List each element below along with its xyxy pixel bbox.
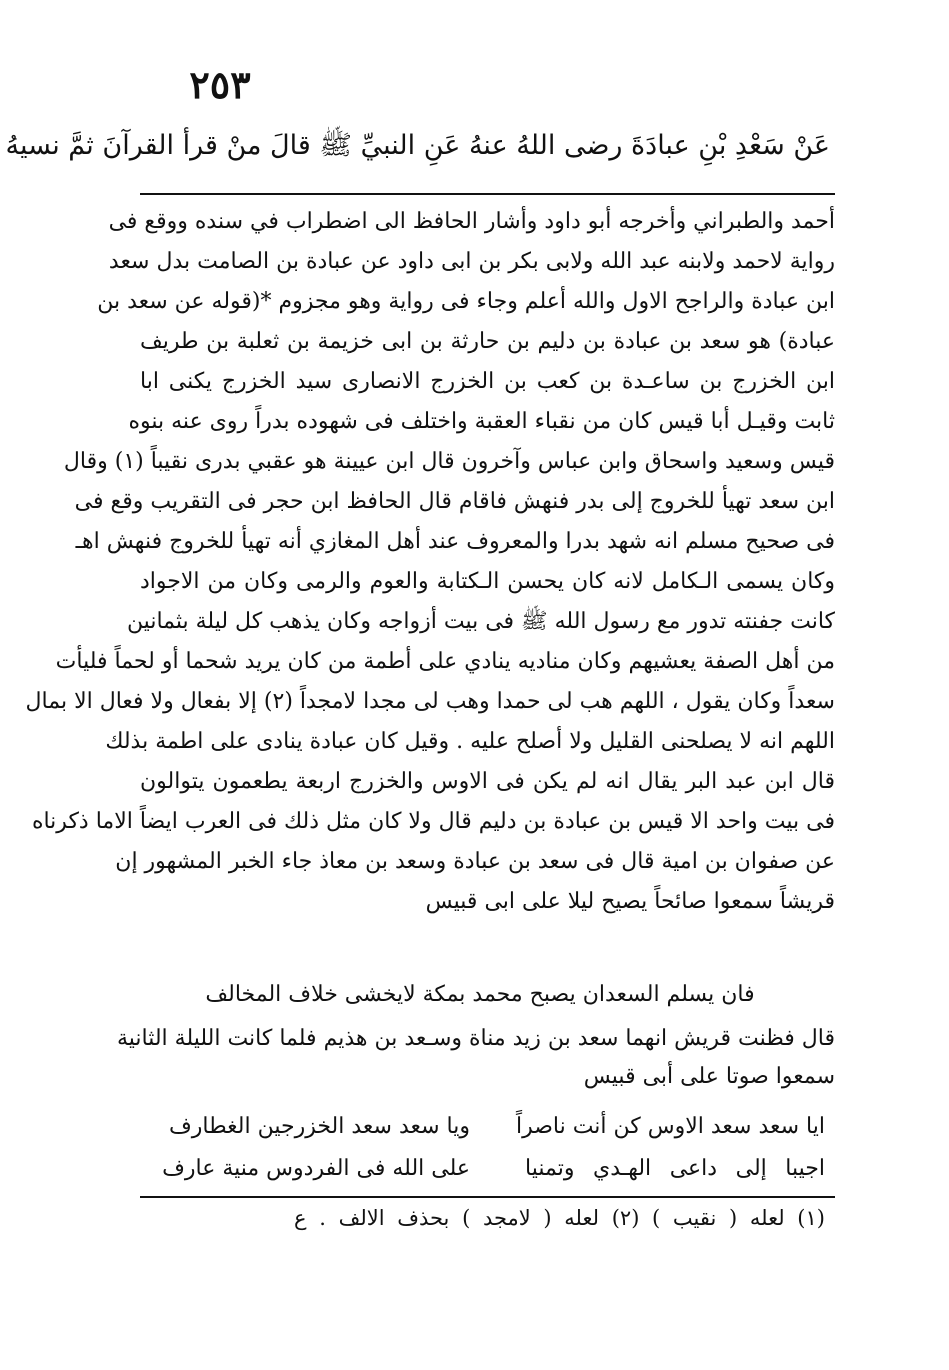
page-number: ٢٥٣ — [189, 62, 251, 107]
poem — [162, 1106, 825, 1190]
commentary-line: قيس وسعيد واسحاق وابن عباس وآخرون قال ابن عيينة هو عقبي بدرى نقيباً (١) وقال — [63, 449, 835, 474]
commentary-line: رواية لاحمد ولابنه عبد الله ولابى بكر بن ابى داود عن عبادة بن الصامت بدل سعد — [108, 249, 835, 274]
commentary-line: سعداً وكان يقول ، اللهم هب لى حمدا وهب لى مجدا لامجداً (٢) إلا بفعال ولا فعال الا بمال — [25, 689, 835, 714]
commentary-line: ابن سعد تهيأ للخروج إلى بدر فنهش فاقام قال الحافظ ابن حجر فى التقريب وقع فى — [74, 489, 835, 514]
commentary-line: ابن عبادة والراجح الاول والله أعلم وجاء فى رواية وهو مجزوم *(قوله عن سعد بن — [97, 289, 835, 314]
footnotes: (١) لعله ( نقيب ) (٢) لعله ( لامجد ) بحذف الالف . ع — [294, 1206, 825, 1230]
commentary-line: فى صحيح مسلم انه شهد بدرا والمعروف عند أهل المغازي أنه تهيأ للخروج فنهش اهـ — [75, 529, 835, 554]
narrative-continuation — [116, 1020, 835, 1096]
commentary-line: فى بيت واحد الا قيس بن عبادة بن دليم قال ولا كان مثل ذلك فى العرب ايضاً الاما ذكرناه — [31, 809, 835, 834]
commentary-line: ابن الخزرج بن ساعـدة بن كعب بن الخزرج الانصارى سيد الخزرج يكنى ابا — [140, 369, 835, 394]
poem-first-hemistich: اجيبا إلى داعى الهـدي وتمنيا — [525, 1156, 825, 1181]
commentary-line: عبادة) هو سعد بن عبادة بن دليم بن حارثة بن ابى خزيمة بن ثعلبة بن طريف — [140, 329, 835, 354]
commentary-line: عن صفوان بن امية قال فى سعد بن عبادة وسعد بن معاذ جاء الخبر المشهور إن — [115, 849, 835, 874]
poem-first-hemistich: ايا سعد سعد الاوس كن أنت ناصراً — [515, 1114, 825, 1139]
poem-couplet — [170, 1106, 825, 1148]
commentary-line: اللهم انه لا يصلحنى القليل ولا أصلح عليه . وقيل كان عبادة ينادى على اطمة بذلك — [105, 729, 835, 754]
poem-second-hemistich: على الله فى الفردوس منية عارف — [162, 1156, 470, 1181]
commentary-line: وكان يسمى الـكامل لانه كان يحسن الـكتابة والعوم والرمى وكان من الاجواد — [140, 569, 835, 594]
poem-second-hemistich: ويا سعد سعد الخزرجين الغطارف — [169, 1114, 470, 1139]
narrative-line: قال فظنت قريش انهما سعد بن زيد مناة وسـعد بن هذيم فلما كانت الليلة الثانية — [116, 1026, 835, 1051]
footnote-divider — [140, 1196, 835, 1198]
commentary-block — [25, 202, 835, 922]
centered-verse: فان يسلم السعدان يصبح محمد بمكة لايخشى خلاف المخالف — [205, 982, 755, 1007]
commentary-line: أحمد والطبراني وأخرجه أبو داود وأشار الحافظ الى اضطراب في سنده ووقع فى — [108, 209, 835, 234]
poem-couplet — [162, 1148, 825, 1190]
commentary-line: من أهل الصفة يعشيهم وكان مناديه ينادي على أطمة من كان يريد شحما أو لحماً فليأت — [55, 649, 835, 674]
commentary-line: قريشاً سمعوا صائحاً يصيح ليلا على ابى قبيس — [425, 889, 835, 914]
commentary-line: كانت جفنته تدور مع رسول الله ﷺ فى بيت أزواجه وكان يذهب كل ليلة بثمانين — [126, 609, 835, 634]
hadith-text: عَنْ سَعْدِ بْنِ عبادَةَ رضى اللهُ عنهُ عَنِ النبيِّ ﷺ قالَ منْ قرأ القرآنَ ثمَّ نسيهُ — [5, 130, 830, 161]
commentary-line: قال ابن عبد البر يقال انه لم يكن فى الاوس والخزرج اربعة يطعمون يتوالون — [140, 769, 835, 794]
narrative-line: سمعوا صوتا على أبى قبيس — [583, 1064, 835, 1089]
top-divider — [140, 193, 835, 195]
commentary-line: ثابت وقيـل أبا قيس كان من نقباء العقبة واختلف فى شهوده بدراً روى عنه بنوه — [128, 409, 835, 434]
